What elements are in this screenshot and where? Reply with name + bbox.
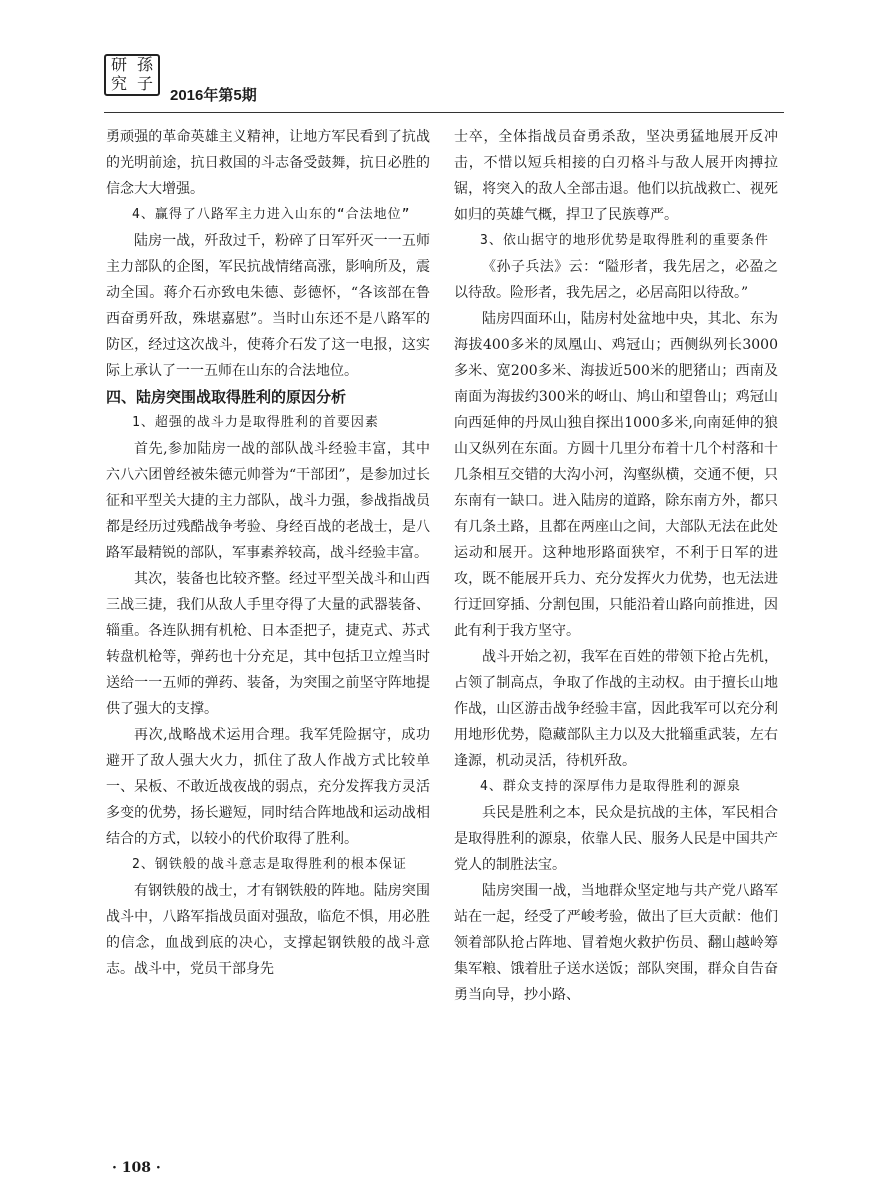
journal-logo — [104, 54, 160, 96]
section-heading: 四、陆房突围战取得胜利的原因分析 — [106, 388, 347, 406]
header-rule — [104, 112, 784, 113]
subheading: 3、依山据守的地形优势是取得胜利的重要条件 — [480, 233, 769, 248]
paragraph: 兵民是胜利之本，民众是抗战的主体，军民相合是取得胜利的源泉，依靠人民、服务人民是中国共产党人的制胜法宝。 — [454, 805, 778, 873]
paragraph: 勇顽强的革命英雄主义精神，让地方军民看到了抗战的光明前途，抗日救国的斗志备受鼓舞，抗日必胜的信念大大增强。 — [106, 129, 430, 197]
logo-char: 孫 — [136, 55, 153, 74]
paragraph: 士卒，全体指战员奋勇杀敌，坚决勇猛地展开反冲击，不惜以短兵相接的白刃格斗与敌人展开肉搏拉锯，将突入的敌人全部击退。他们以抗战救亡、视死如归的英雄气概，捍卫了民族尊严。 — [454, 129, 778, 223]
logo-char: 子 — [136, 74, 153, 93]
paragraph: 战斗开始之初，我军在百姓的带领下抢占先机，占领了制高点，争取了作战的主动权。由于擅长山地作战，山区游击战争经验丰富，因此我军可以充分利用地形优势，隐藏部队主力以及大批辎重武装，左右逢源，机动灵活，待机歼敌。 — [454, 649, 778, 769]
paragraph: 再次,战略战术运用合理。我军凭险据守，成功避开了敌人强大火力，抓住了敌人作战方式比较单一、呆板、不敢近战夜战的弱点，充分发挥我方灵活多变的优势，扬长避短，同时结合阵地战和运动战相结合的方式，以较小的代价取得了胜利。 — [106, 727, 430, 847]
paragraph: 陆房四面环山，陆房村处盆地中央，其北、东为海拔400多米的凤凰山、鸡冠山；西侧纵列长3000多米、宽200多米、海拔近500米的肥猪山；西南及南面为海拔约300米的岈山、鸠山和望鲁山；鸡冠山向西延伸的丹凤山独自探出1000多米,向南延伸的狼山又纵列在东面。方圆十几里分布着十几个村落和十几条相互交错的大沟小河，沟壑纵横，交通不便，只东南有一缺口。进入陆房的道路，除东南方外，都只有几条土路，且都在两座山之间，大部队无法在此处运动和展开。这种地形路面狭窄，不利于日军的进攻，既不能展开兵力、充分发挥火力优势，也无法进行迂回穿插、分割包围，只能沿着山路向前推进，因此有利于我方坚守。 — [454, 311, 778, 639]
subheading: 2、钢铁般的战斗意志是取得胜利的根本保证 — [132, 857, 407, 872]
issue-label: 2016年第5期 — [170, 87, 257, 104]
paragraph: 其次，装备也比较齐整。经过平型关战斗和山西三战三捷，我们从敌人手里夺得了大量的武器装备、辎重。各连队拥有机枪、日本歪把子，捷克式、苏式转盘机枪等，弹药也十分充足，其中包括卫立煌当时送给一一五师的弹药、装备，为突围之前坚守阵地提供了强大的支撑。 — [106, 571, 430, 717]
left-column — [106, 124, 430, 982]
paragraph: 首先,参加陆房一战的部队战斗经验丰富，其中六八六团曾经被朱德元帅誉为“干部团”，是参加过长征和平型关大捷的主力部队，战斗力强，参战指战员都是经历过残酷战争考验、身经百战的老战士，是八路军最精锐的部队，军事素养较高，战斗经验丰富。 — [106, 441, 430, 561]
paragraph: 有钢铁般的战士，才有钢铁般的阵地。陆房突围战斗中，八路军指战员面对强敌，临危不惧，用必胜的信念，血战到底的决心，支撑起钢铁般的战斗意志。战斗中，党员干部身先 — [106, 883, 430, 977]
subheading: 4、赢得了八路军主力进入山东的“合法地位” — [132, 207, 411, 222]
quote-paragraph: 《孙子兵法》云：“隘形者，我先居之，必盈之以待敌。险形者，我先居之，必居高阳以待敌。” — [454, 259, 778, 301]
paragraph: 陆房突围一战，当地群众坚定地与共产党八路军站在一起，经受了严峻考验，做出了巨大贡献：他们领着部队抢占阵地、冒着炮火救护伤员、翻山越岭筹集军粮、饿着肚子送水送饭；部队突围，群众自告奋勇当向导，抄小路、 — [454, 883, 778, 1003]
paragraph: 陆房一战，歼敌过千，粉碎了日军歼灭一一五师主力部队的企图，军民抗战情绪高涨，影响所及，震动全国。蒋介石亦致电朱德、彭德怀，“各该部在鲁西奋勇歼敌，殊堪嘉慰”。当时山东还不是八路军的防区，经过这次战斗，使蒋介石发了这一电报，这实际上承认了一一五师在山东的合法地位。 — [106, 233, 430, 379]
logo-char: 研 — [110, 55, 127, 74]
logo-char: 究 — [110, 74, 127, 93]
subheading: 4、群众支持的深厚伟力是取得胜利的源泉 — [480, 779, 741, 794]
page-number: · 108 · — [112, 1160, 161, 1176]
right-column — [454, 124, 778, 1008]
subheading: 1、超强的战斗力是取得胜利的首要因素 — [132, 415, 379, 430]
